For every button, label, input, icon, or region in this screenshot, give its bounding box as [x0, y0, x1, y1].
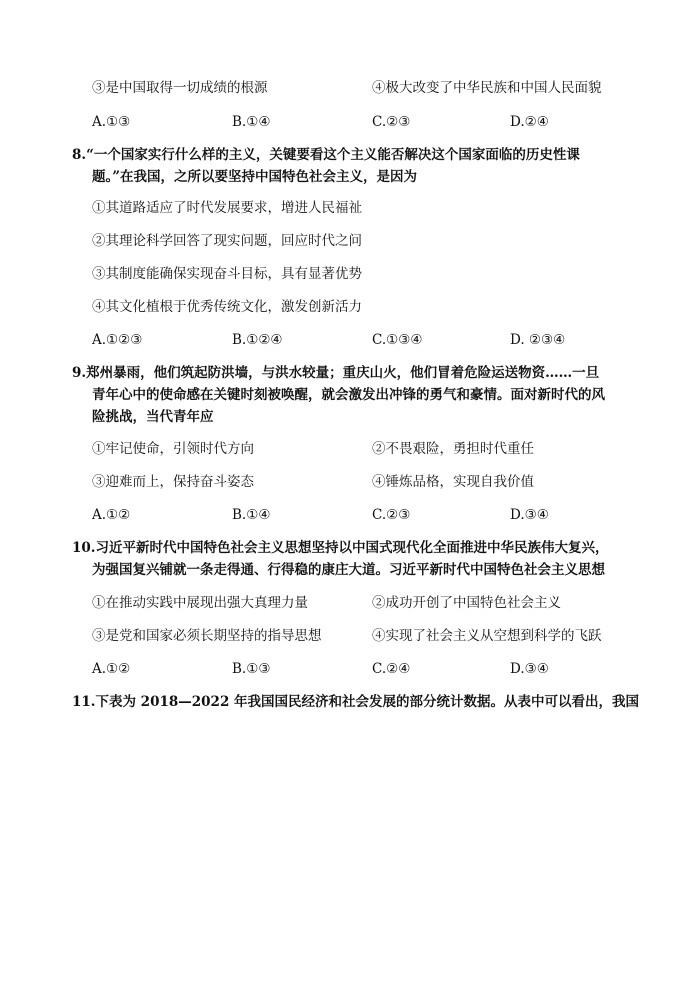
q10-answer-b: B.①③ [232, 661, 271, 677]
top-answer-b: B.①④ [232, 114, 271, 130]
q9-option-2: ②不畏艰险，勇担时代重任 [372, 441, 534, 457]
q9-option-1: ①牢记使命，引领时代方向 [92, 441, 254, 457]
q9-answer-a: A.①② [92, 507, 131, 523]
top-option-4: ④极大改变了中华民族和中国人民面貌 [372, 80, 602, 96]
q10-answer-c: C.②④ [372, 661, 411, 677]
q8-option-4: ④其文化植根于优秀传统文化，激发创新活力 [92, 299, 362, 315]
q8-answer-d: D. ②③④ [510, 332, 566, 348]
q8-option-3: ③其制度能确保实现奋斗目标，具有显著优势 [92, 266, 362, 282]
q10-option-1: ①在推动实践中展现出强大真理力量 [92, 595, 308, 611]
top-answer-a: A.①③ [92, 114, 131, 130]
q10-stem-line2: 为强国复兴铺就一条走得通、行得稳的康庄大道。习近平新时代中国特色社会主义思想 [92, 562, 605, 578]
q8-answer-c: C.①③④ [372, 332, 423, 348]
q10-answer-d: D.③④ [510, 661, 549, 677]
q8-answer-b: B.①②④ [232, 332, 283, 348]
top-answer-d: D.②④ [510, 114, 549, 130]
q9-answer-c: C.②③ [372, 507, 411, 523]
q8-option-2: ②其理论科学回答了现实问题，回应时代之问 [92, 233, 362, 249]
q9-stem-line1: 9.郑州暴雨，他们筑起防洪墙，与洪水较量；重庆山火，他们冒着危险运送物资……一旦 [72, 365, 600, 381]
q10-answer-a: A.①② [92, 661, 131, 677]
q11-stem-line1: 11.下表为 2018—2022 年我国国民经济和社会发展的部分统计数据。从表中可以看出，我国 [72, 694, 640, 710]
q10-option-2: ②成功开创了中国特色社会主义 [372, 595, 561, 611]
q9-option-4: ④锤炼品格，实现自我价值 [372, 474, 534, 490]
q9-answer-b: B.①④ [232, 507, 271, 523]
q8-option-1: ①其道路适应了时代发展要求，增进人民福祉 [92, 200, 362, 216]
q10-option-4: ④实现了社会主义从空想到科学的飞跃 [372, 628, 602, 644]
q8-answer-a: A.①②③ [92, 332, 143, 348]
q9-stem-line3: 险挑战，当代青年应 [92, 409, 214, 425]
top-option-3: ③是中国取得一切成绩的根源 [92, 80, 268, 96]
q9-answer-d: D.③④ [510, 507, 549, 523]
q8-stem-line1: 8.“一个国家实行什么样的主义，关键要看这个主义能否解决这个国家面临的历史性课 [72, 147, 580, 163]
q9-option-3: ③迎难而上，保持奋斗姿态 [92, 474, 254, 490]
q9-stem-line2: 青年心中的使命感在关键时刻被唤醒，就会激发出冲锋的勇气和豪情。面对新时代的风 [92, 387, 605, 403]
q10-stem-line1: 10.习近平新时代中国特色社会主义思想坚持以中国式现代化全面推进中华民族伟大复兴， [72, 540, 609, 556]
top-answer-c: C.②③ [372, 114, 411, 130]
q8-stem-line2: 题。”在我国，之所以要坚持中国特色社会主义，是因为 [92, 169, 418, 185]
q10-option-3: ③是党和国家必须长期坚持的指导思想 [92, 628, 322, 644]
